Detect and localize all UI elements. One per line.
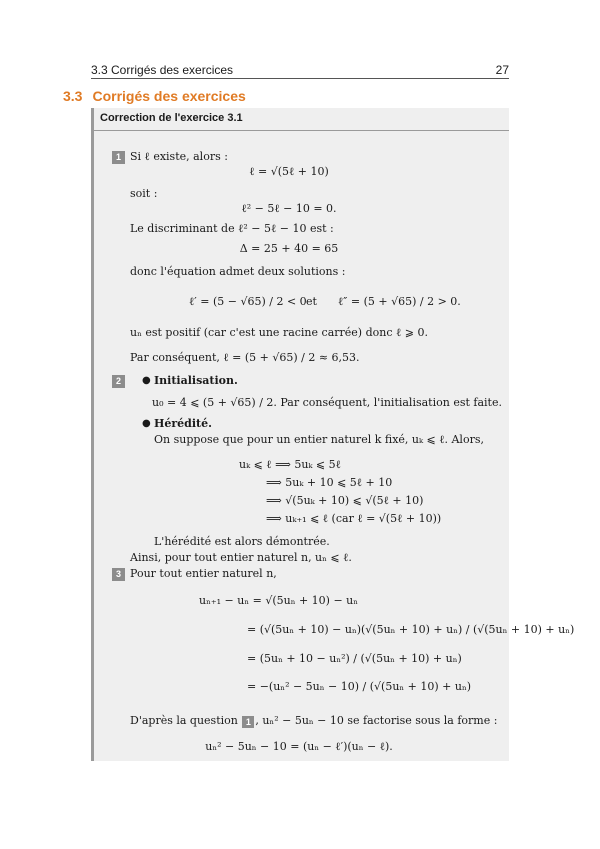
section-number: 3.3 (63, 88, 83, 104)
q1-eq-quadratic: ℓ² − 5ℓ − 10 = 0. (241, 202, 337, 215)
q3-reference-after: , uₙ² − 5uₙ − 10 se factorise sous la forme : (255, 714, 498, 727)
correction-panel (91, 108, 575, 761)
q3-intro: Pour tout entier naturel n, (130, 567, 277, 580)
q1-intro: Si ℓ existe, alors : (130, 150, 228, 163)
q3-line-3: = (5uₙ + 10 − uₙ²) / (√(5uₙ + 10) + uₙ) (247, 652, 462, 665)
section-title (63, 88, 246, 104)
q1-solution-1: ℓ′ = (5 − √65) / 2 < 0 (189, 295, 307, 308)
running-header-section: 3.3 Corrigés des exercices (91, 63, 234, 77)
q2-implication-line-3: ⟹ √(5uₖ + 10) ⩽ √(5ℓ + 10) (266, 494, 424, 507)
q2-implication-line-4: ⟹ uₖ₊₁ ⩽ ℓ (car ℓ = √(5ℓ + 10)) (266, 512, 442, 525)
q3-line-4: = −(uₙ² − 5uₙ − 10) / (√(5uₙ + 10) + uₙ) (247, 680, 472, 693)
question-ref-1[interactable]: 1 (242, 716, 254, 728)
q1-et: et (306, 295, 317, 308)
q1-solution-2: ℓ″ = (5 + √65) / 2 > 0. (338, 295, 461, 308)
bullet-icon: ● (142, 375, 151, 386)
q3-line-1: uₙ₊₁ − uₙ = √(5uₙ + 10) − uₙ (199, 594, 359, 607)
q1-eq-discriminant: Δ = 25 + 40 = 65 (239, 242, 339, 255)
q2-implication-line-1: uₖ ⩽ ℓ ⟹ 5uₖ ⩽ 5ℓ (239, 458, 341, 471)
q1-positive-text: uₙ est positif (car c'est une racine carrée) donc ℓ ⩾ 0. (130, 326, 428, 339)
q2-implication-line-2: ⟹ 5uₖ + 10 ⩽ 5ℓ + 10 (266, 476, 393, 489)
q1-eq-fixed-point: ℓ = √(5ℓ + 10) (249, 165, 329, 178)
panel-title: Correction de l'exercice 3.1 (100, 112, 243, 124)
q3-factorisation: uₙ² − 5uₙ − 10 = (uₙ − ℓ′)(uₙ − ℓ). (205, 740, 393, 753)
panel-divider (94, 130, 509, 131)
q1-soit: soit : (130, 187, 158, 200)
q2-initialisation-text: u₀ = 4 ⩽ (5 + √65) / 2. Par conséquent, l'initialisation est faite. (152, 396, 502, 409)
q3-line-2: = (√(5uₙ + 10) − uₙ)(√(5uₙ + 10) + uₙ) / (√(5uₙ + 10) + uₙ) (247, 623, 575, 636)
question-number-2: 2 (112, 375, 125, 388)
running-header (91, 62, 509, 79)
q2-ainsi: Ainsi, pour tout entier naturel n, uₙ ⩽ ℓ. (130, 551, 352, 564)
q2-heredite-title: Hérédité. (154, 417, 212, 430)
q2-initialisation-title: Initialisation. (154, 374, 238, 387)
question-number-3: 3 (112, 568, 125, 581)
page-number: 27 (495, 63, 509, 77)
q2-heredite-text: On suppose que pour un entier naturel k fixé, uₖ ⩽ ℓ. Alors, (154, 433, 484, 446)
q3-reference-before: D'après la question (130, 714, 238, 727)
q1-discriminant-text: Le discriminant de ℓ² − 5ℓ − 10 est : (130, 222, 334, 235)
q2-heredite-done: L'hérédité est alors démontrée. (154, 535, 330, 548)
bullet-icon: ● (142, 418, 151, 429)
question-number-1: 1 (112, 151, 125, 164)
section-title-text: Corrigés des exercices (92, 88, 246, 104)
q1-conclusion: Par conséquent, ℓ = (5 + √65) / 2 ≈ 6,53. (130, 351, 360, 364)
q3-reference (130, 714, 497, 728)
q1-two-solutions-text: donc l'équation admet deux solutions : (130, 265, 346, 278)
